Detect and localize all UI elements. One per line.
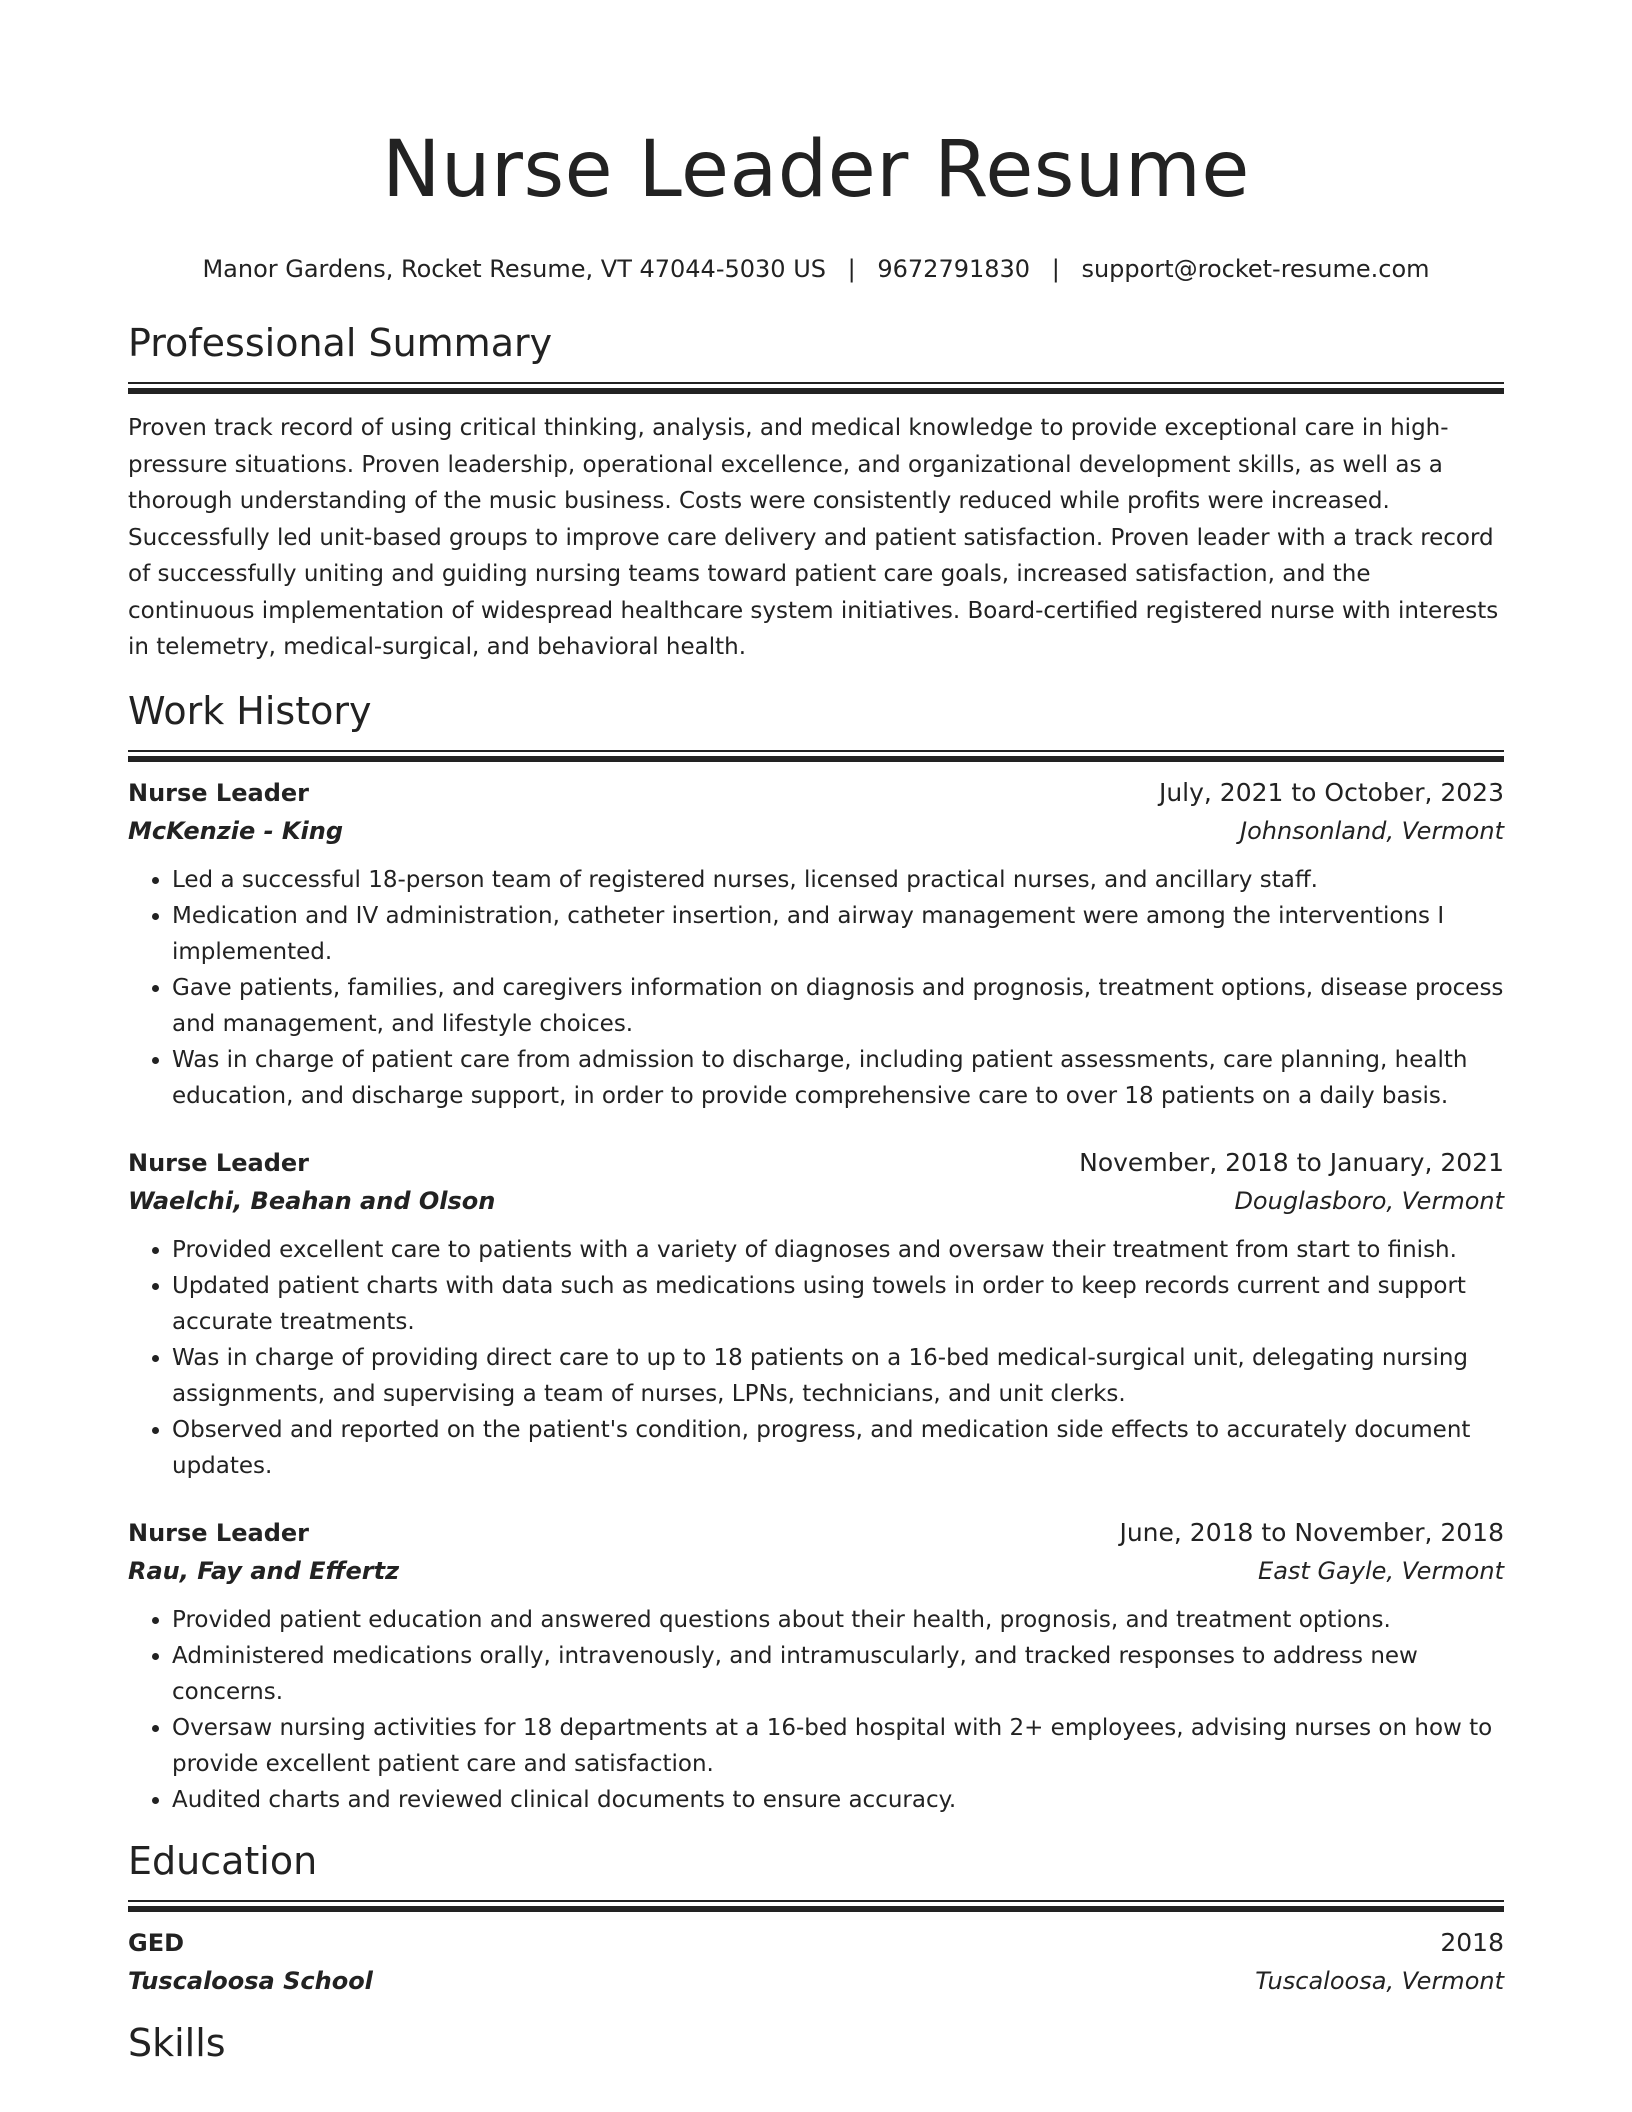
job-role: Nurse Leader [128,1518,309,1547]
section-divider [128,382,1504,394]
job-bullet: • Was in charge of patient care from admission to discharge, including patient assessments, care planning, health education, and discharge support, in order to provide comprehensive care to over 18 patients on a daily basis. [172,1042,1504,1114]
job-company: Rau, Fay and Effertz [128,1556,400,1585]
job-dates: June, 2018 to November, 2018 [1119,1517,1504,1547]
education-heading: Education [128,1838,318,1883]
job-bullet: • Led a successful 18-person team of registered nurses, licensed practical nurses, and ancillary staff. [172,862,1504,898]
job-entry [128,1144,1504,1484]
work-history-section [128,686,1504,1818]
job-bullet: • Audited charts and reviewed clinical documents to ensure accuracy. [172,1782,1504,1818]
job-location: Douglasboro, Vermont [1234,1186,1504,1215]
job-bullets [128,1602,1504,1818]
job-entry [128,1514,1504,1818]
contact-phone: 9672791830 [877,255,1031,283]
job-bullet: • Administered medications orally, intravenously, and intramuscularly, and tracked responses to address new concerns. [172,1638,1504,1710]
job-bullets [128,1232,1504,1484]
job-location: Johnsonland, Vermont [1240,816,1504,845]
job-bullet: • Observed and reported on the patient's condition, progress, and medication side effects to accurately document updates. [172,1412,1504,1484]
summary-section [128,318,1504,666]
resume-title: Nurse Leader Resume [382,125,1250,215]
job-dates: July, 2021 to October, 2023 [1158,777,1504,807]
job-role: Nurse Leader [128,1148,309,1177]
education-degree: GED [128,1928,185,1957]
contact-email: support@rocket-resume.com [1081,255,1430,283]
summary-heading: Professional Summary [128,321,553,365]
contact-separator: | [1051,255,1060,283]
education-entry [128,1924,1504,2000]
job-bullet: • Provided patient education and answered questions about their health, prognosis, and treatment options. [172,1602,1504,1638]
job-bullet: • Updated patient charts with data such as medications using towels in order to keep records current and support accurate treatments. [172,1268,1504,1340]
job-location: East Gayle, Vermont [1258,1556,1504,1585]
education-section [128,1836,1504,2000]
job-dates: November, 2018 to January, 2021 [1079,1147,1504,1177]
section-divider [128,750,1504,762]
summary-text: Proven track record of using critical thinking, analysis, and medical knowledge to provide exceptional care in high-pressure situations. Proven leadership, operational excellence, and organizational development skills, as well as a thorough understanding of the music business. Costs were consistently reduced while profits were increased. Successfully led unit-based groups to improve care delivery and patient satisfaction. Proven leader with a track record of successfully uniting and guiding nursing teams toward patient care goals, increased satisfaction, and the continuous implementation of widespread healthcare system initiatives. Board-certified registered nurse with interests in telemetry, medical-surgical, and behavioral health. [128,415,1499,660]
education-year: 2018 [1440,1927,1504,1957]
contact-separator: | [847,255,856,283]
job-bullet: • Was in charge of providing direct care to up to 18 patients on a 16-bed medical-surgical unit, delegating nursing assignments, and supervising a team of nurses, LPNs, technicians, and unit clerks. [172,1340,1504,1412]
work-history-heading: Work History [128,688,372,733]
contact-address: Manor Gardens, Rocket Resume, VT 47044-5030 US [202,255,826,283]
skills-heading: Skills [128,2020,226,2065]
job-entry [128,774,1504,1114]
job-bullet: • Oversaw nursing activities for 18 departments at a 16-bed hospital with 2+ employees, advising nurses on how to provide excellent patient care and satisfaction. [172,1710,1504,1782]
job-role: Nurse Leader [128,778,309,807]
job-bullet: • Medication and IV administration, catheter insertion, and airway management were among the interventions I implemented. [172,898,1504,970]
job-bullet: • Gave patients, families, and caregivers information on diagnosis and prognosis, treatment options, disease process and management, and lifestyle choices. [172,970,1504,1042]
skills-section [128,2018,1504,2068]
job-company: Waelchi, Beahan and Olson [128,1186,496,1215]
section-divider [128,1900,1504,1912]
job-bullet: • Provided excellent care to patients with a variety of diagnoses and oversaw their treatment from start to finish. [172,1232,1504,1268]
education-school: Tuscaloosa School [128,1966,373,1995]
education-location: Tuscaloosa, Vermont [1255,1966,1504,1995]
job-company: McKenzie - King [128,816,343,845]
contact-line [128,254,1504,284]
job-bullets [128,862,1504,1114]
